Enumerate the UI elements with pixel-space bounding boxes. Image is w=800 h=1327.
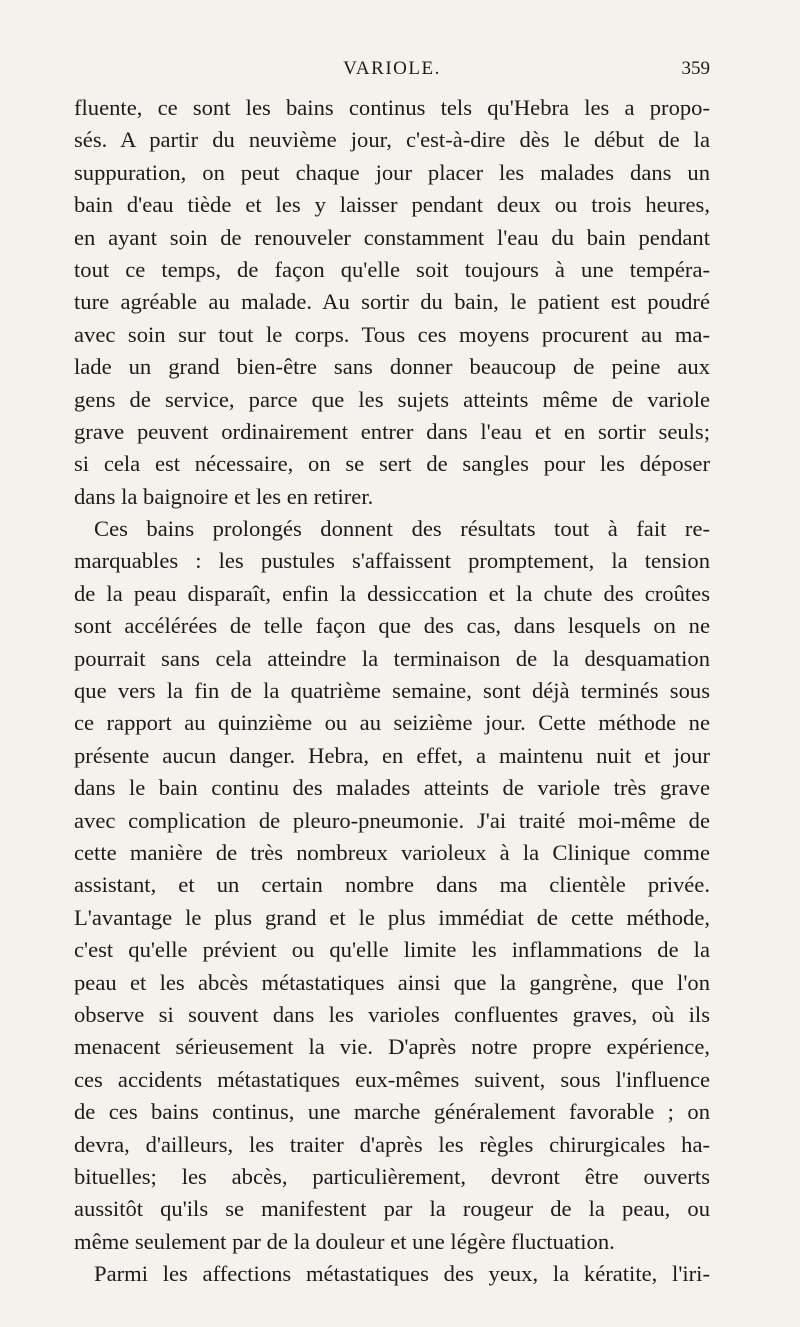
text-line: pourrait sans cela atteindre la terminaison de la desquamation [74, 645, 710, 671]
text-line: fluente, ce sont les bains continus tels qu'Hebra les a propo- [74, 95, 710, 120]
text-line: menacent sérieusement la vie. D'après notre propre expérience, [74, 1034, 710, 1060]
text-line: que vers la fin de la quatrième semaine, sont déjà terminés sous [74, 678, 710, 704]
text-line: observe si souvent dans les varioles confluentes graves, où ils [74, 1001, 710, 1027]
text-line: bituelles; les abcès, particulièrement, devront être ouverts [74, 1163, 710, 1189]
text-line: peau et les abcès métastatiques ainsi que la gangrène, que l'on [74, 969, 710, 995]
text-line: avec soin sur tout le corps. Tous ces moyens procurent au ma- [74, 321, 710, 347]
text-line: Ces bains prolongés donnent des résultats tout à fait re- [94, 516, 710, 542]
text-line: devra, d'ailleurs, les traiter d'après les règles chirurgicales ha- [74, 1131, 710, 1157]
text-line: ces accidents métastatiques eux-mêmes suivent, sous l'influence [74, 1066, 710, 1092]
text-line: de ces bains continus, une marche généralement favorable ; on [74, 1099, 710, 1125]
text-line: L'avantage le plus grand et le plus immédiat de cette méthode, [74, 904, 710, 930]
text-line: suppuration, on peut chaque jour placer les malades dans un [74, 159, 710, 185]
text-line: de la peau disparaît, enfin la dessiccation et la chute des croûtes [74, 580, 710, 606]
text-line: cette manière de très nombreux varioleux à la Clinique comme [74, 839, 710, 865]
paragraph [74, 92, 710, 513]
text-line: dans le bain continu des malades atteints de variole très grave [74, 775, 710, 801]
text-line: présente aucun danger. Hebra, en effet, a maintenu nuit et jour [74, 742, 710, 768]
text-line: assistant, et un certain nombre dans ma clientèle privée. [74, 872, 710, 898]
page-number: 359 [681, 58, 710, 79]
text-line: lade un grand bien-être sans donner beaucoup de peine aux [74, 354, 710, 380]
text-line: ture agréable au malade. Au sortir du bain, le patient est poudré [74, 289, 710, 315]
text-line: ce rapport au quinzième ou au seizième jour. Cette méthode ne [74, 710, 710, 736]
text-line: sont accélérées de telle façon que des cas, dans lesquels on ne [74, 613, 710, 639]
paragraph [74, 513, 710, 1258]
paragraph [74, 1258, 710, 1290]
page-header [74, 58, 710, 86]
text-line: aussitôt qu'ils se manifestent par la rougeur de la peau, ou [74, 1196, 710, 1222]
text-line: tout ce temps, de façon qu'elle soit toujours à une tempéra- [74, 256, 710, 282]
text-line: dans la baignoire et les en retirer. [74, 483, 374, 509]
text-line: même seulement par de la douleur et une légère fluctuation. [74, 1228, 615, 1254]
text-line: Parmi les affections métastatiques des yeux, la kératite, l'iri- [94, 1261, 710, 1287]
text-line: sés. A partir du neuvième jour, c'est-à-dire dès le début de la [74, 127, 710, 153]
running-title: VARIOLE. [343, 58, 441, 79]
body-text [74, 92, 710, 1290]
text-line: avec complication de pleuro-pneumonie. J'ai traité moi-même de [74, 807, 710, 833]
text-line: en ayant soin de renouveler constamment l'eau du bain pendant [74, 224, 710, 250]
text-line: bain d'eau tiède et les y laisser pendant deux ou trois heures, [74, 192, 710, 218]
text-line: c'est qu'elle prévient ou qu'elle limite les inflammations de la [74, 937, 710, 963]
text-line: si cela est nécessaire, on se sert de sangles pour les déposer [74, 451, 710, 477]
text-line: grave peuvent ordinairement entrer dans l'eau et en sortir seuls; [74, 418, 710, 444]
text-line: marquables : les pustules s'affaissent promptement, la tension [74, 548, 710, 574]
text-line: gens de service, parce que les sujets atteints même de variole [74, 386, 710, 412]
